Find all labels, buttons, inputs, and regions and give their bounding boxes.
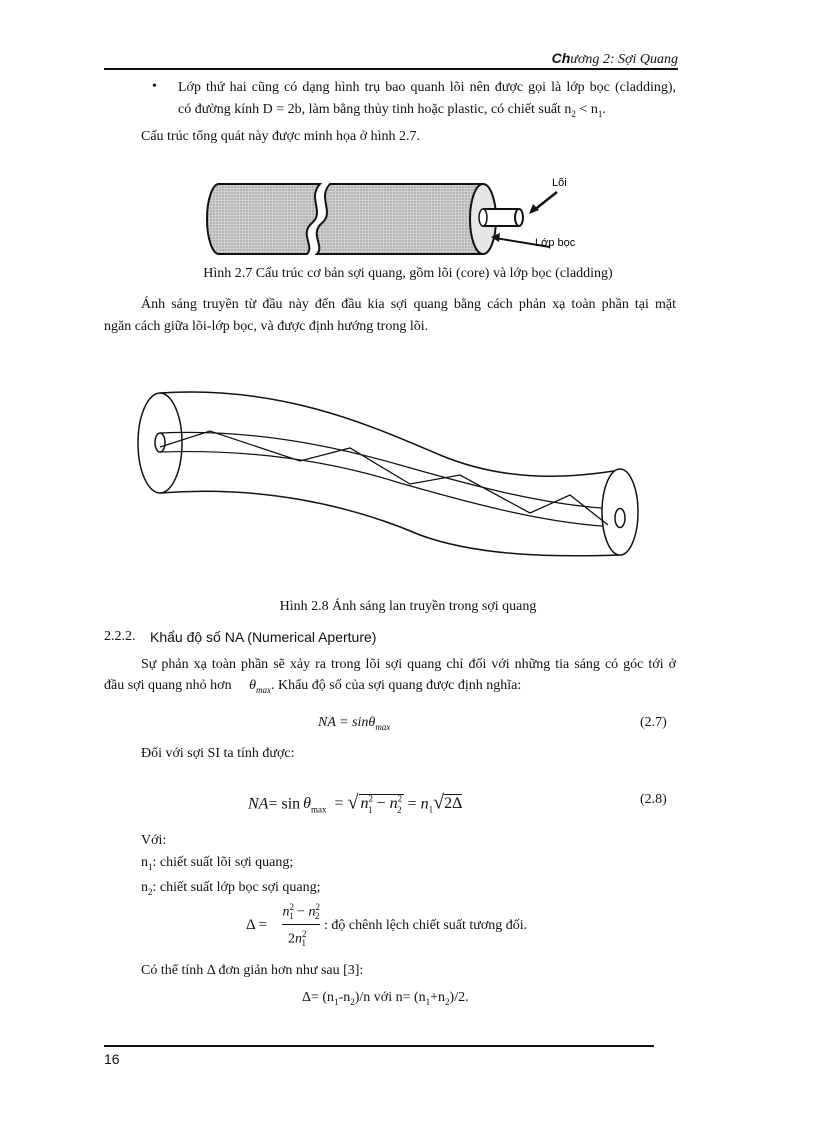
paragraph-cladding-line2 bbox=[178, 101, 606, 123]
fiber-left-section bbox=[207, 184, 320, 254]
eq-n: n bbox=[389, 795, 398, 813]
subscript: 1 bbox=[597, 108, 603, 119]
superscript: 2 bbox=[368, 794, 374, 804]
text-fragment: . Khẩu độ số của sợi quang được định nghĩa: bbox=[270, 678, 522, 693]
running-header bbox=[552, 50, 678, 68]
right-core-face bbox=[615, 509, 625, 528]
eq-equals: = bbox=[407, 795, 417, 813]
delta-glyph: Δ bbox=[246, 917, 255, 933]
section-title: Khẩu độ số NA (Numerical Aperture) bbox=[150, 629, 377, 645]
subscript: 2 bbox=[350, 996, 355, 1007]
paragraph-propagation-line2: ngăn cách giữa lõi-lớp bọc, và được định hướng trong lõi. bbox=[104, 319, 429, 334]
subscript: max bbox=[375, 721, 391, 732]
definition-n1 bbox=[141, 854, 293, 876]
core-bottom-edge bbox=[160, 452, 620, 527]
tube-bottom-edge bbox=[160, 491, 620, 556]
superscript: 2 bbox=[302, 929, 307, 939]
subscript: 1 bbox=[334, 996, 339, 1007]
text-fragment: : chiết suất lớp bọc sợi quang; bbox=[152, 880, 321, 895]
eq-theta: θ bbox=[303, 795, 312, 813]
core-end-face bbox=[515, 209, 523, 226]
section-number: 2.2.2. bbox=[104, 629, 136, 644]
fiber-right-section bbox=[317, 184, 483, 254]
subscript: 1 bbox=[148, 861, 153, 872]
delta-description: : độ chênh lệch chiết suất tương đối. bbox=[324, 918, 528, 933]
paragraph-si: Đối với sợi SI ta tính được: bbox=[141, 746, 295, 761]
caption-text: Hình 2.7 Cấu trúc cơ bản sợi quang, gồm lõi (core) và lớp bọc (cladding) bbox=[203, 266, 613, 281]
subscript: max bbox=[255, 684, 271, 695]
subscript: 1 bbox=[428, 804, 434, 815]
theta-symbol: θ bbox=[249, 678, 256, 693]
superscript: 2 bbox=[397, 794, 403, 804]
eq-minus: − bbox=[376, 795, 386, 813]
figure-2-7-caption bbox=[0, 266, 816, 282]
eq-na: NA bbox=[248, 795, 269, 813]
subscript: 2 bbox=[571, 108, 576, 119]
figure-2-7 bbox=[195, 168, 595, 268]
left-core-face bbox=[155, 433, 165, 452]
label-core: Lõi bbox=[552, 177, 567, 189]
bullet-marker: • bbox=[152, 79, 157, 94]
text-fragment: +n bbox=[430, 990, 446, 1005]
text-fragment: )/2. bbox=[449, 990, 469, 1005]
label-cladding: Lớp bọc bbox=[535, 237, 576, 249]
delta-symbol bbox=[246, 917, 267, 934]
label-with: Với: bbox=[141, 833, 167, 848]
subscript: 1 bbox=[289, 911, 294, 922]
header-title: ương 2: Sợi Quang bbox=[570, 52, 678, 67]
header-prefix: Ch bbox=[551, 50, 571, 66]
text-fragment: : chiết suất lõi sợi quang; bbox=[152, 855, 294, 870]
text-fragment: -n bbox=[338, 990, 351, 1005]
eq-n: n bbox=[420, 795, 429, 813]
text-fragment: n bbox=[141, 880, 148, 895]
core-top-edge bbox=[160, 432, 620, 509]
delta-denominator bbox=[288, 929, 306, 948]
equation-text: NA = sinθ bbox=[318, 715, 376, 730]
text-fragment: < n bbox=[575, 102, 598, 117]
paragraph-na-line2 bbox=[104, 677, 521, 699]
footer-rule bbox=[104, 1045, 654, 1047]
superscript: 2 bbox=[315, 902, 320, 912]
text-fragment: Δ= (n bbox=[302, 990, 335, 1005]
text-fragment: đầu sợi quang nhỏ hơn bbox=[104, 678, 232, 693]
equation-2-8: $NA= \sin \theta_{max}$ = √ $n^2_1 - n^2_2 = n_1√2\Delta$ bbox=[248, 791, 463, 815]
superscript: 2 bbox=[289, 902, 295, 912]
equation-2-8-number: (2.8) bbox=[640, 792, 667, 807]
text-fragment: . bbox=[602, 102, 606, 117]
eq-n: n bbox=[295, 931, 302, 947]
text-fragment: )/n với n= (n bbox=[354, 990, 426, 1005]
fraction-bar bbox=[282, 924, 320, 925]
subscript: max bbox=[311, 804, 327, 815]
paragraph-structure: Cấu trúc tổng quát này được minh họa ở hình 2.7. bbox=[141, 129, 421, 144]
equation-2-7-number: (2.7) bbox=[640, 715, 667, 730]
subscript: 1 bbox=[301, 938, 306, 949]
subscript: 2 bbox=[314, 911, 320, 922]
subscript: 1 bbox=[368, 804, 373, 815]
subscript: 2 bbox=[397, 804, 402, 815]
eq-two-delta: 2Δ bbox=[444, 795, 463, 813]
text-fragment: 2 bbox=[288, 931, 295, 947]
equation-2-7 bbox=[318, 714, 390, 736]
paragraph-simple: Có thể tính Δ đơn giản hơn như sau [3]: bbox=[141, 963, 364, 978]
subscript: 2 bbox=[148, 886, 153, 897]
paragraph-propagation-line1: Ánh sáng truyền từ đầu này đến đầu kia sợi quang bằng cách phản xạ toàn phần tại mặt bbox=[141, 297, 676, 312]
eq-equals: = bbox=[258, 917, 268, 933]
eq-sin: = sin bbox=[268, 795, 301, 813]
formula-simple bbox=[302, 989, 469, 1011]
definition-n2 bbox=[141, 879, 321, 901]
eq-n: n bbox=[308, 904, 316, 920]
delta-numerator bbox=[281, 902, 321, 921]
paragraph-cladding-line1: Lớp thứ hai cũng có dạng hình trụ bao quanh lõi nên được gọi là lớp bọc (cladding), bbox=[178, 80, 676, 95]
subscript: 2 bbox=[445, 996, 450, 1007]
page-number: 16 bbox=[104, 1051, 120, 1067]
eq-n: n bbox=[360, 795, 369, 813]
paragraph-na-line1: Sự phản xạ toàn phần sẽ xảy ra trong lõi sợi quang chỉ đối với những tia sáng có góc tới ở bbox=[141, 657, 676, 672]
eq-n: n bbox=[282, 904, 290, 920]
figure-2-8-caption: Hình 2.8 Ánh sáng lan truyền trong sợi quang bbox=[279, 599, 537, 614]
subscript: 1 bbox=[425, 996, 431, 1007]
text-fragment: có đường kính D = 2b, làm bằng thủy tinh hoặc plastic, có chiết suất n bbox=[178, 102, 572, 117]
text-fragment: n bbox=[141, 855, 148, 870]
eq-equals: = bbox=[334, 795, 344, 813]
figure-2-8 bbox=[130, 385, 650, 565]
eq-minus: − bbox=[297, 904, 305, 920]
header-rule bbox=[104, 68, 678, 70]
